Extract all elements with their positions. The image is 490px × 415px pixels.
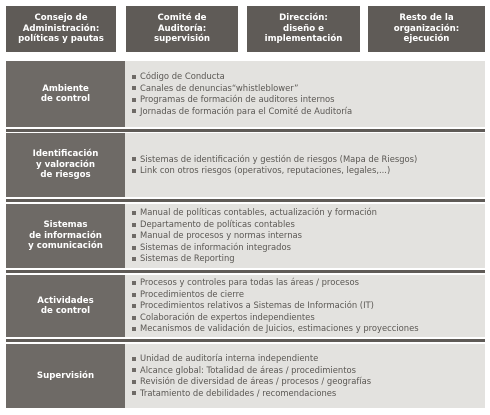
row-sistemas-informacion: [6, 204, 485, 268]
bullet-icon: [132, 316, 136, 320]
list-item: [132, 388, 479, 400]
row-identificacion-riesgos: [6, 133, 485, 197]
list-item-text: Link con otros riesgos (operativos, reputaciones, legales,...): [140, 165, 391, 175]
list-item: [132, 312, 479, 324]
column-header-direccion: [247, 6, 360, 52]
bullet-icon: [132, 368, 136, 372]
bullet-icon: [132, 75, 136, 79]
bullet-icon: [132, 234, 136, 238]
column-header-consejo: [6, 6, 116, 52]
list-item: [132, 94, 479, 106]
bullet-icon: [132, 98, 136, 102]
list-item-text: Canales de denuncias“whistleblower”: [140, 82, 299, 93]
list-item-text: Programas de formación de auditores internos: [140, 94, 335, 104]
row-label-text: Ambiente de control: [40, 83, 91, 104]
list-item: [132, 300, 479, 312]
list-item: [132, 165, 479, 177]
row-divider: [6, 199, 485, 202]
row-label: [6, 344, 125, 408]
item-list: [132, 133, 479, 197]
column-header-label: Consejo de Administración: políticas y pautas: [18, 13, 104, 45]
item-list: [132, 344, 479, 408]
list-item-text: Procesos y controles para todas las áreas / procesos: [140, 277, 359, 288]
list-item: [132, 242, 479, 254]
item-list: [132, 275, 479, 337]
list-item-text: Mecanismos de validación de Juicios, estimaciones y proyecciones: [140, 323, 419, 334]
row-label: [6, 133, 125, 197]
bullet-icon: [132, 327, 136, 331]
list-item-text: Departamento de políticas contables: [140, 218, 295, 229]
list-item-text: Sistemas de Reporting: [140, 253, 235, 264]
row-actividades-control: [6, 275, 485, 337]
list-item-text: Procedimientos de cierre: [140, 288, 244, 299]
row-label: [6, 275, 125, 337]
column-header-label: Dirección: diseño e implementación: [264, 13, 343, 45]
list-item-text: Sistemas de identificación y gestión de riesgos (Mapa de Riesgos): [140, 153, 418, 164]
list-item: [132, 154, 479, 166]
bullet-icon: [132, 246, 136, 250]
column-header-label: Resto de la organización: ejecución: [393, 13, 460, 45]
list-item-text: Unidad de auditoría interna independiente: [140, 353, 319, 363]
column-header-label: Comité de Auditoría: supervisión: [153, 13, 211, 45]
list-item: [132, 277, 479, 289]
row-divider: [6, 129, 485, 132]
bullet-icon: [132, 281, 136, 285]
row-label-text: Supervisión: [36, 370, 95, 381]
list-item: [132, 207, 479, 219]
list-item-text: Alcance global: Totalidad de áreas / procedimientos: [140, 364, 356, 375]
bullet-icon: [132, 391, 136, 395]
row-label: [6, 204, 125, 268]
row-label-text: Sistemas de información y comunicación: [28, 220, 103, 252]
row-divider: [6, 270, 485, 273]
row-label: [6, 61, 125, 127]
bullet-icon: [132, 86, 136, 90]
list-item: [132, 83, 479, 95]
list-item: [132, 71, 479, 83]
column-header-resto: [368, 6, 485, 52]
list-item-text: Colaboración de expertos independientes: [140, 311, 315, 322]
list-item: [132, 253, 479, 265]
list-item-text: Manual de políticas contables, actualización y formación: [140, 207, 377, 218]
list-item: [132, 219, 479, 231]
list-item-text: Código de Conducta: [140, 71, 225, 81]
list-item: [132, 106, 479, 118]
list-item: [132, 365, 479, 377]
bullet-icon: [132, 293, 136, 297]
row-label-text: Actividades de control: [37, 295, 94, 316]
row-ambiente-de-control: [6, 61, 485, 127]
list-item-text: Manual de procesos y normas internas: [140, 230, 303, 241]
list-item-text: Tratamiento de debilidades / recomendaciones: [140, 387, 337, 398]
bullet-icon: [132, 223, 136, 227]
list-item: [132, 230, 479, 242]
row-supervision: [6, 344, 485, 408]
list-item-text: Sistemas de información integrados: [140, 241, 291, 252]
bullet-icon: [132, 304, 136, 308]
item-list: [132, 61, 479, 127]
list-item: [132, 323, 479, 335]
row-label-text: Identificación y valoración de riesgos: [32, 149, 99, 181]
bullet-icon: [132, 380, 136, 384]
bullet-icon: [132, 211, 136, 215]
row-divider: [6, 339, 485, 342]
list-item: [132, 353, 479, 365]
bullet-icon: [132, 169, 136, 173]
bullet-icon: [132, 257, 136, 261]
list-item-text: Revisión de diversidad de áreas / procesos / geografías: [140, 376, 372, 386]
list-item-text: Jornadas de formación para el Comité de Auditoría: [140, 105, 353, 116]
bullet-icon: [132, 109, 136, 113]
list-item: [132, 289, 479, 301]
column-header-comite: [126, 6, 238, 52]
item-list: [132, 204, 479, 268]
bullet-icon: [132, 157, 136, 161]
list-item-text: Procedimientos relativos a Sistemas de Información (IT): [140, 300, 374, 311]
list-item: [132, 376, 479, 388]
bullet-icon: [132, 357, 136, 361]
